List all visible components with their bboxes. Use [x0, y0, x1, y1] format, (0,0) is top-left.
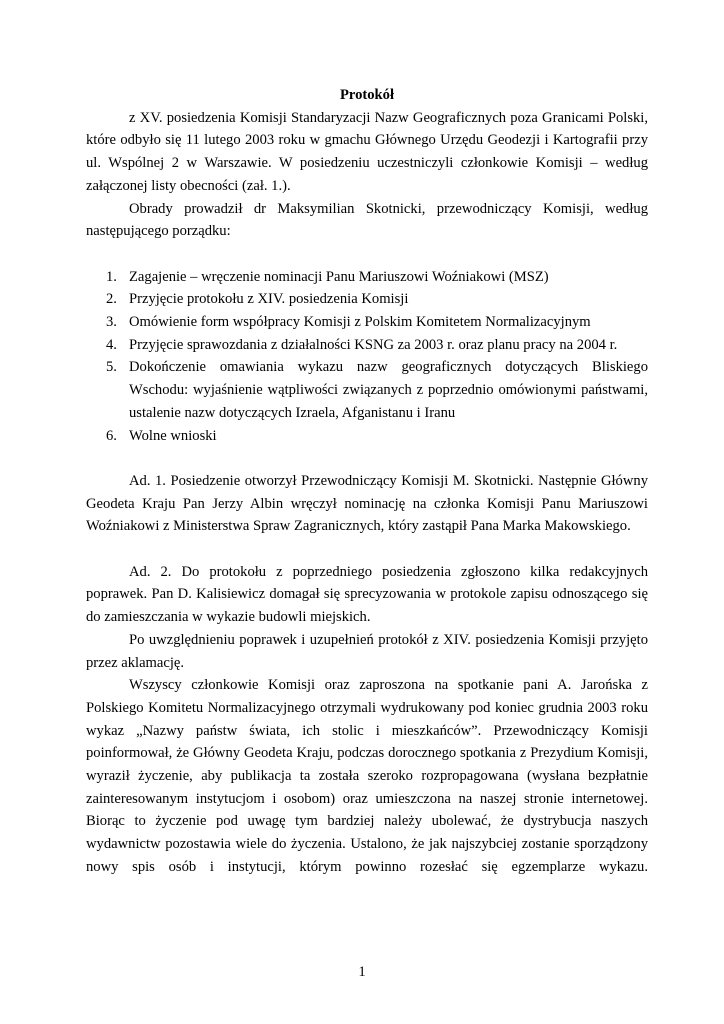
agenda-item	[86, 311, 648, 334]
page-number: 1	[358, 964, 366, 980]
agenda-item-number: 3.	[106, 314, 117, 331]
spacer	[86, 447, 648, 470]
ad2-paragraph-2: Po uwzględnieniu poprawek i uzupełnień protokół z XIV. posiedzenia Komisji przyjęto przez aklamację.	[86, 631, 648, 671]
agenda-item-number: 1.	[106, 268, 117, 285]
spacer	[86, 243, 648, 266]
agenda-item	[86, 425, 648, 448]
agenda-item-text: Dokończenie omawiania wykazu nazw geograficznych dotyczących Bliskiego Wschodu: wyjaśnienie wątpliwości związanych z poprzednio omówionymi państwami, ustalenie nazw dotyczących Izraela, Afganistanu i Iranu	[129, 359, 648, 421]
agenda-item	[86, 356, 648, 424]
agenda-item-text: Przyjęcie protokołu z XIV. posiedzenia Komisji	[129, 291, 409, 308]
agenda-item-number: 5.	[106, 359, 117, 376]
intro-paragraph-1: z XV. posiedzenia Komisji Standaryzacji Nazw Geograficznych poza Granicami Polski, które odbyło się 11 lutego 2003 roku w gmachu Głównego Urzędu Geodezji i Kartografii przy ul. Wspólnej 2 w Warszawie. W posiedzeniu uczestniczyli członkowie Komisji – według załączonej listy obecności (zał. 1.).	[86, 109, 648, 194]
agenda-item-number: 2.	[106, 291, 117, 308]
agenda-item-text: Omówienie form współpracy Komisji z Polskim Komitetem Normalizacyjnym	[129, 314, 591, 331]
spacer	[86, 538, 648, 561]
ad1-paragraph: Ad. 1. Posiedzenie otworzył Przewodniczący Komisji M. Skotnicki. Następnie Główny Geodeta Kraju Pan Jerzy Albin wręczył nominację na członka Komisji Panu Mariuszowi Woźniakowi z Ministerstwa Spraw Zagranicznych, który zastąpił Pana Marka Makowskiego.	[86, 472, 648, 535]
ad2-paragraph-3: Wszyscy członkowie Komisji oraz zaproszona na spotkanie pani A. Jarońska z Polskiego Komitetu Normalizacyjnego otrzymali wydrukowany pod koniec grudnia 2003 roku wykaz „Nazwy państw świata, ich stolic i mieszkańców”. Przewodniczący Komisji poinformował, że Główny Geodeta Kraju, podczas dorocznego spotkania z Prezydium Komisji, wyraził życzenie, aby publikacja ta została szeroko rozpropagowana (wysłana bezpłatnie zainteresowanym instytucjom i osobom) oraz umieszczona na naszej stronie internetowej. Biorąc to życzenie pod uwagę tym bardziej należy ubolewać, że dystrybucja naszych wydawnictw pozostawia wiele do życzenia. Ustalono, że jak najszybciej zostanie sporządzony nowy spis osób i instytucji, którym powinno rozesłać się egzemplarze wykazu.	[86, 677, 648, 875]
document-page	[86, 84, 648, 879]
agenda-list	[86, 266, 648, 448]
agenda-item-number: 6.	[106, 427, 117, 444]
agenda-item	[86, 334, 648, 357]
agenda-item-text: Przyjęcie sprawozdania z działalności KSNG za 2003 r. oraz planu pracy na 2004 r.	[129, 336, 618, 353]
agenda-item-text: Wolne wnioski	[129, 427, 217, 444]
agenda-item	[86, 266, 648, 289]
intro-paragraph-2: Obrady prowadził dr Maksymilian Skotnicki, przewodniczący Komisji, według następującego porządku:	[86, 200, 648, 240]
ad2-paragraph-1: Ad. 2. Do protokołu z poprzedniego posiedzenia zgłoszono kilka redakcyjnych poprawek. Pan D. Kalisiewicz domagał się sprecyzowania w protokole zapisu odnoszącego się do zamieszczania w wykazie budowli miejskich.	[86, 563, 648, 626]
agenda-item-number: 4.	[106, 336, 117, 353]
agenda-item	[86, 288, 648, 311]
agenda-item-text: Zagajenie – wręczenie nominacji Panu Mariuszowi Woźniakowi (MSZ)	[129, 268, 549, 285]
document-title: Protokół	[339, 87, 395, 103]
